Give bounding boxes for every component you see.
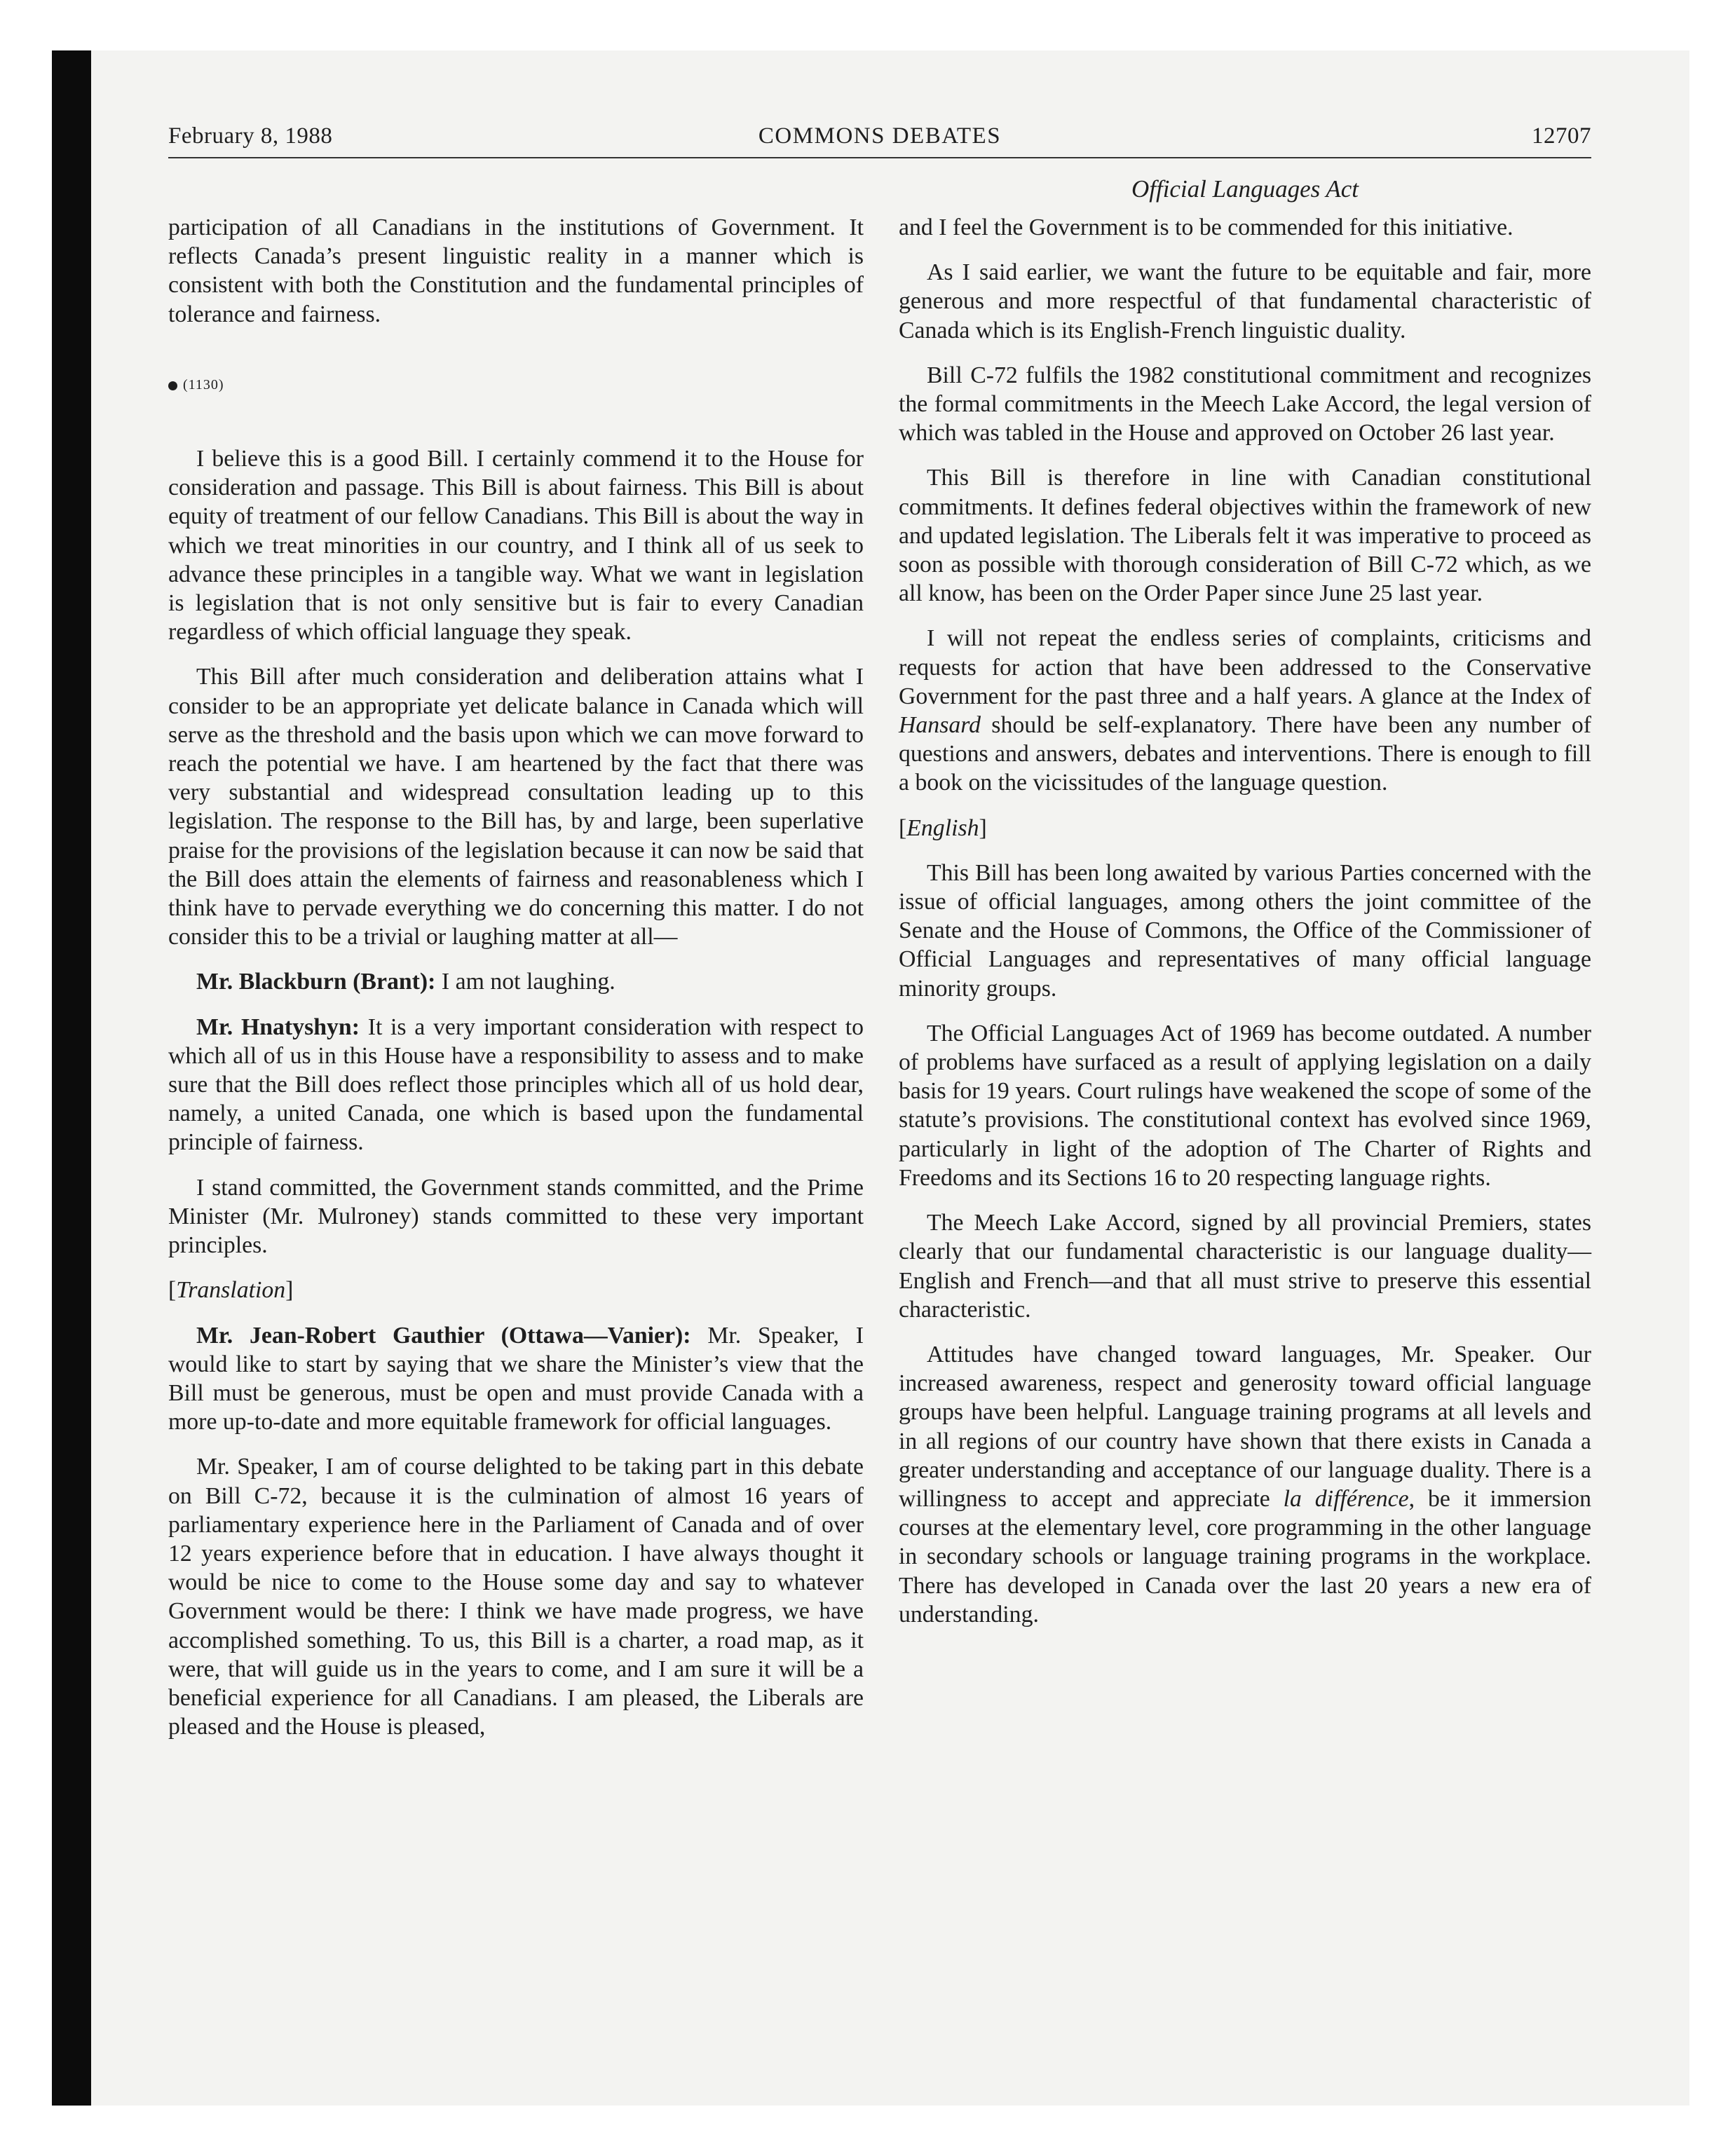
paragraph: This Bill has been long awaited by various Parties concerned with the issue of official languages, among others the joint committee of the Senate and the House of Commons, the Office of the Commissioner of Official Languages and representatives of many official language minority groups. — [899, 859, 1591, 1002]
speaker-name: Mr. Jean-Robert Gauthier (Ottawa—Vanier): — [196, 1322, 691, 1349]
translation-label: [Translation] — [168, 1277, 294, 1304]
italic-phrase: la différence — [1283, 1485, 1409, 1512]
bullet-icon — [168, 381, 177, 390]
text-segment: Attitudes have changed toward languages, Mr. Speaker. Our increased awareness, respect and generosity toward official language groups have been helpful. Language training programs at all levels and in all regions of our country have shown that there exists in Canada a greater understanding and acceptance of our language duality. There is a willingness to accept and appreciate — [899, 1341, 1591, 1512]
english-label-text: English — [906, 814, 979, 841]
text-segment: , be it immersion courses at the elementary level, core programming in the other language in secondary schools or language training programs in the workplace. There has developed in Canada over the last 20 years a new era of understanding. — [899, 1485, 1591, 1628]
speech-text: I am not laughing. — [441, 969, 615, 995]
paragraph — [899, 1340, 1591, 1629]
paragraph — [899, 624, 1591, 797]
paragraph: participation of all Canadians in the institutions of Government. It reflects Canada’s present linguistic reality in a manner which is consistent with both the Constitution and the fundamental principles of tolerance and fairness. — [168, 214, 864, 327]
header-title: COMMONS DEBATES — [758, 123, 1002, 149]
time-marker-text: (1130) — [183, 376, 224, 393]
paragraph: Bill C-72 fulfils the 1982 constitutional commitment and recognizes the formal commitments in the Meech Lake Accord, the legal version of which was tabled in the House and approved on October 26 last year. — [899, 362, 1591, 446]
paragraph: Mr. Speaker, I am of course delighted to be taking part in this debate on Bill C-72, because it is the culmination of almost 16 years of parliamentary experience here in the Parliament of Canada and of over 12 years experience before that in education. I have always thought it would be nice to come to the House some day and say to whatever Government would be there: I think we have made progress, we have accomplished something. To us, this Bill is a charter, a road map, as it were, that will guide us in the years to come, and I am sure it will be a beneficial experience for all Canadians. I am pleased, the Liberals are pleased and the House is pleased, — [168, 1454, 864, 1740]
paragraph: This Bill is therefore in line with Canadian constitutional commitments. It defines federal objectives within the framework of new and updated legislation. The Liberals felt it was imperative to proceed as soon as possible with thorough consideration of Bill C-72 which, as we all know, has been on the Order Paper since June 25 last year. — [899, 465, 1591, 607]
text-segment: should be self-explanatory. There have been any number of questions and answers, debates and interventions. There is enough to fill a book on the vicissitudes of the language question. — [899, 712, 1591, 796]
hansard-title: Hansard — [899, 712, 981, 739]
speaker-name: Mr. Hnatyshyn: — [196, 1014, 360, 1040]
speech-text: Mr. Speaker, I would like to start by saying that we share the Minister’s view that the Bill must be generous, must be open and must provide Canada with a more up-to-date and more equitable framework for official languages. — [168, 1322, 864, 1435]
scan-edge — [52, 50, 91, 2106]
speech — [168, 967, 864, 996]
header-date: February 8, 1988 — [168, 123, 333, 149]
paragraph: The Meech Lake Accord, signed by all provincial Premiers, states clearly that our fundamental characteristic is our language duality—English and French—and that all must strive to preserve this essential characteristic. — [899, 1210, 1591, 1323]
left-column — [168, 213, 864, 1757]
time-marker — [168, 371, 864, 400]
paragraph: and I feel the Government is to be commended for this initiative. — [899, 214, 1513, 240]
translation-label-text: Translation — [176, 1277, 286, 1304]
page-header — [168, 123, 1591, 157]
paragraph: As I said earlier, we want the future to be equitable and fair, more generous and more respectful of that fundamental characteristic of Canada which is its English-French linguistic duality. — [899, 259, 1591, 343]
paragraph: I stand committed, the Government stands committed, and the Prime Minister (Mr. Mulroney) stands committed to these very important principles. — [168, 1174, 864, 1259]
header-rule — [168, 157, 1591, 158]
running-head: Official Languages Act — [1131, 175, 1359, 203]
paragraph: I believe this is a good Bill. I certainly commend it to the House for consideration and passage. This Bill is about fairness. This Bill is about equity of treatment of our fellow Canadians. This Bill is about the way in which we treat minorities in our country, and I think all of us seek to advance these principles in a tangible way. What we want in legislation is legislation that is not only sensitive but is fair to every Canadian regardless of which official language they speak. — [168, 446, 864, 646]
speech — [168, 1013, 864, 1157]
right-column — [899, 213, 1591, 1645]
paragraph: This Bill after much consideration and deliberation attains what I consider to be an appropriate yet delicate balance in Canada which will serve as the threshold and the basis upon which we can move forward to reach the potential we have. I am heartened by the fact that there was very substantial and widespread consultation leading up to this legislation. The response to the Bill has, by and large, been superlative praise for the provisions of the legislation because it can now be said that the Bill does attain the elements of fairness and reasonableness which I think have to pervade everything we do concerning this matter. I do not consider this to be a trivial or laughing matter at all— — [168, 664, 864, 950]
text-segment: I will not repeat the endless series of complaints, criticisms and requests for action that have been addressed to the Conservative Government for the past three and a half years. A glance at the Index of — [899, 625, 1591, 709]
header-page-number: 12707 — [1532, 123, 1591, 149]
speaker-name: Mr. Blackburn (Brant): — [196, 969, 436, 995]
paragraph: The Official Languages Act of 1969 has become outdated. A number of problems have surfaced as a result of applying legislation on a daily basis for 19 years. Court rulings have weakened the scope of some of the statute’s provisions. The constitutional context has evolved since 1969, particularly in light of the adoption of The Charter of Rights and Freedoms and its Sections 16 to 20 respecting language rights. — [899, 1020, 1591, 1191]
speech — [168, 1321, 864, 1437]
speech-text: It is a very important consideration with respect to which all of us in this House have a responsibility to assess and to make sure that the Bill does reflect those principles which all of us hold dear, namely, a united Canada, one which is based upon the fundamental principle of fairness. — [168, 1014, 864, 1156]
english-label: [English] — [899, 814, 987, 841]
